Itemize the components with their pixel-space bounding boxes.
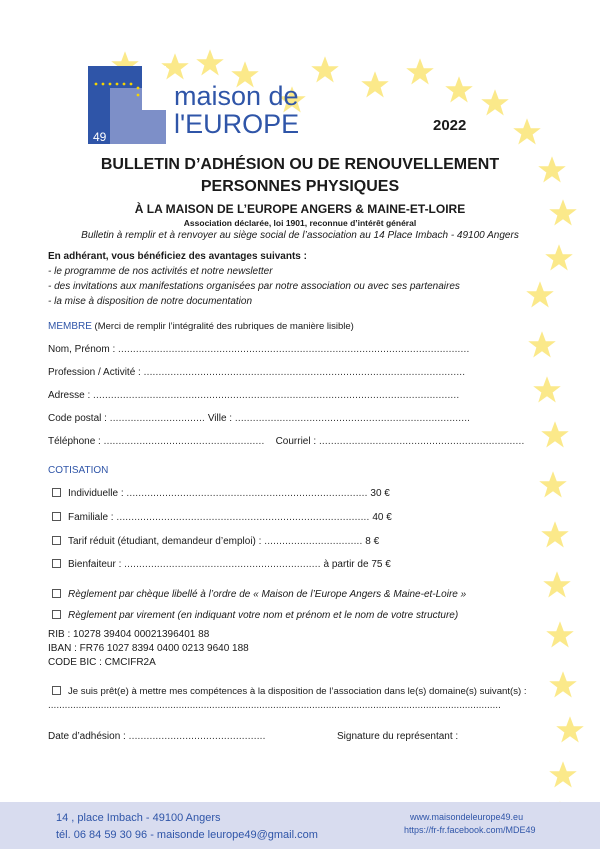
advantage-item: - des invitations aux manifestations organisées par notre association ou avec ses partenaires — [48, 281, 460, 292]
cotisation-heading: COTISATION — [48, 465, 109, 476]
star-icon — [542, 570, 572, 600]
checkbox[interactable] — [52, 686, 61, 695]
adresse-label: Adresse : — [48, 390, 91, 401]
footer-contact: tél. 06 84 59 30 96 - maisonde leurope49@gmail.com — [56, 829, 318, 841]
star-icon — [540, 420, 570, 450]
checkbox[interactable] — [52, 559, 61, 568]
logo-number: 49 — [93, 130, 107, 144]
cotisation-option-familiale[interactable]: Familiale : ..................................................................................... 40 € — [52, 512, 392, 523]
footer-address: 14 , place Imbach - 49100 Angers — [56, 812, 221, 824]
form-subtitle: PERSONNES PHYSIQUES — [200, 178, 400, 195]
star-icon — [195, 48, 225, 78]
date-adhesion-field[interactable]: Date d’adhésion : .............................................. — [48, 731, 266, 742]
star-icon — [540, 520, 570, 550]
nom-field[interactable]: Nom, Prénom : ...................................................................................................................... — [48, 344, 470, 355]
code-postal-label: Code postal : — [48, 413, 107, 424]
membre-section-heading — [48, 321, 354, 332]
star-icon — [548, 760, 578, 790]
organization-name: À LA MAISON DE L’EUROPE ANGERS & MAINE-ET-LOIRE — [134, 202, 466, 216]
footer-website-link[interactable]: www.maisondeleurope49.eu — [410, 812, 524, 822]
code-postal-field[interactable]: Code postal : ................................ Ville : ............................................................................... — [48, 413, 471, 424]
skills-line[interactable]: ................................................................................................................................................................... — [48, 700, 501, 711]
star-icon — [310, 55, 340, 85]
logo-text-line2: l'EUROPE — [174, 109, 300, 139]
checkbox[interactable] — [52, 488, 61, 497]
adresse-field[interactable]: Adresse : ........................................................................................................................... — [48, 390, 460, 401]
star-icon — [527, 330, 557, 360]
footer-facebook-link[interactable]: https://fr-fr.facebook.com/MDE49 — [404, 825, 536, 835]
signature-label: Signature du représentant : — [337, 731, 459, 742]
nom-label: Nom, Prénom : — [48, 344, 116, 355]
advantage-item: - le programme de nos activités et notre newsletter — [48, 266, 273, 277]
star-icon — [538, 470, 568, 500]
bic: CODE BIC : CMCIFR2A — [48, 657, 156, 668]
form-title: BULLETIN D’ADHÉSION OU DE RENOUVELLEMENT — [100, 156, 500, 173]
payment-virement-option[interactable]: Règlement par virement (en indiquant votre nom et prénom et le nom de votre structure) — [52, 610, 458, 621]
cotisation-option-tarif-reduit[interactable]: Tarif réduit (étudiant, demandeur d’emploi) : ................................. 8 € — [52, 536, 379, 547]
checkbox[interactable] — [52, 536, 61, 545]
star-icon — [544, 243, 574, 273]
association-status: Association déclarée, loi 1901, reconnue d’intérêt général — [183, 218, 417, 228]
iban: IBAN : FR76 1027 8394 0400 0213 9640 188 — [48, 643, 249, 654]
ville-label: Ville : — [207, 413, 233, 424]
checkbox[interactable] — [52, 512, 61, 521]
telephone-field[interactable]: Téléphone : ...................................................... Courriel : ..................................................................... — [48, 436, 525, 447]
membre-note: (Merci de remplir l’intégralité des rubriques de manière lisible) — [91, 321, 354, 332]
star-icon — [360, 70, 390, 100]
membre-heading: MEMBRE — [48, 321, 92, 332]
advantages-title: En adhérant, vous bénéficiez des avantages suivants : — [48, 251, 307, 262]
cotisation-option-individuelle[interactable]: Individuelle : ................................................................................. 30 € — [52, 488, 390, 499]
star-icon — [480, 88, 510, 118]
star-icon — [405, 57, 435, 87]
skills-option[interactable]: Je suis prêt(e) à mettre mes compétences à la disposition de l’association dans le(s) domaine(s) suivant(s) : — [52, 686, 527, 697]
star-icon — [555, 715, 585, 745]
rib: RIB : 10278 39404 00021396401 88 — [48, 629, 210, 640]
return-instructions: Bulletin à remplir et à renvoyer au siège social de l’association au 14 Place Imbach - 49100 Angers — [81, 230, 519, 241]
logo-stars-icon — [92, 78, 140, 100]
checkbox[interactable] — [52, 610, 61, 619]
year: 2022 — [433, 117, 467, 134]
star-icon — [444, 75, 474, 105]
star-icon — [548, 670, 578, 700]
cotisation-option-bienfaiteur[interactable]: Bienfaiteur : .................................................................. à partir de 75 € — [52, 559, 391, 570]
telephone-label: Téléphone : — [48, 436, 101, 447]
payment-cheque-option[interactable]: Règlement par chèque libellé à l’ordre de « Maison de l’Europe Angers & Maine-et-Loire » — [52, 589, 466, 600]
star-icon — [545, 620, 575, 650]
profession-label: Profession / Activité : — [48, 367, 141, 378]
checkbox[interactable] — [52, 589, 61, 598]
logo-text-line1: maison de — [174, 81, 299, 111]
advantage-item: - la mise à disposition de notre documentation — [48, 296, 253, 307]
star-icon — [512, 117, 542, 147]
profession-field[interactable]: Profession / Activité : ............................................................................................................ — [48, 367, 466, 378]
star-icon — [532, 375, 562, 405]
courriel-label: Courriel : — [275, 436, 317, 447]
star-icon — [525, 280, 555, 310]
